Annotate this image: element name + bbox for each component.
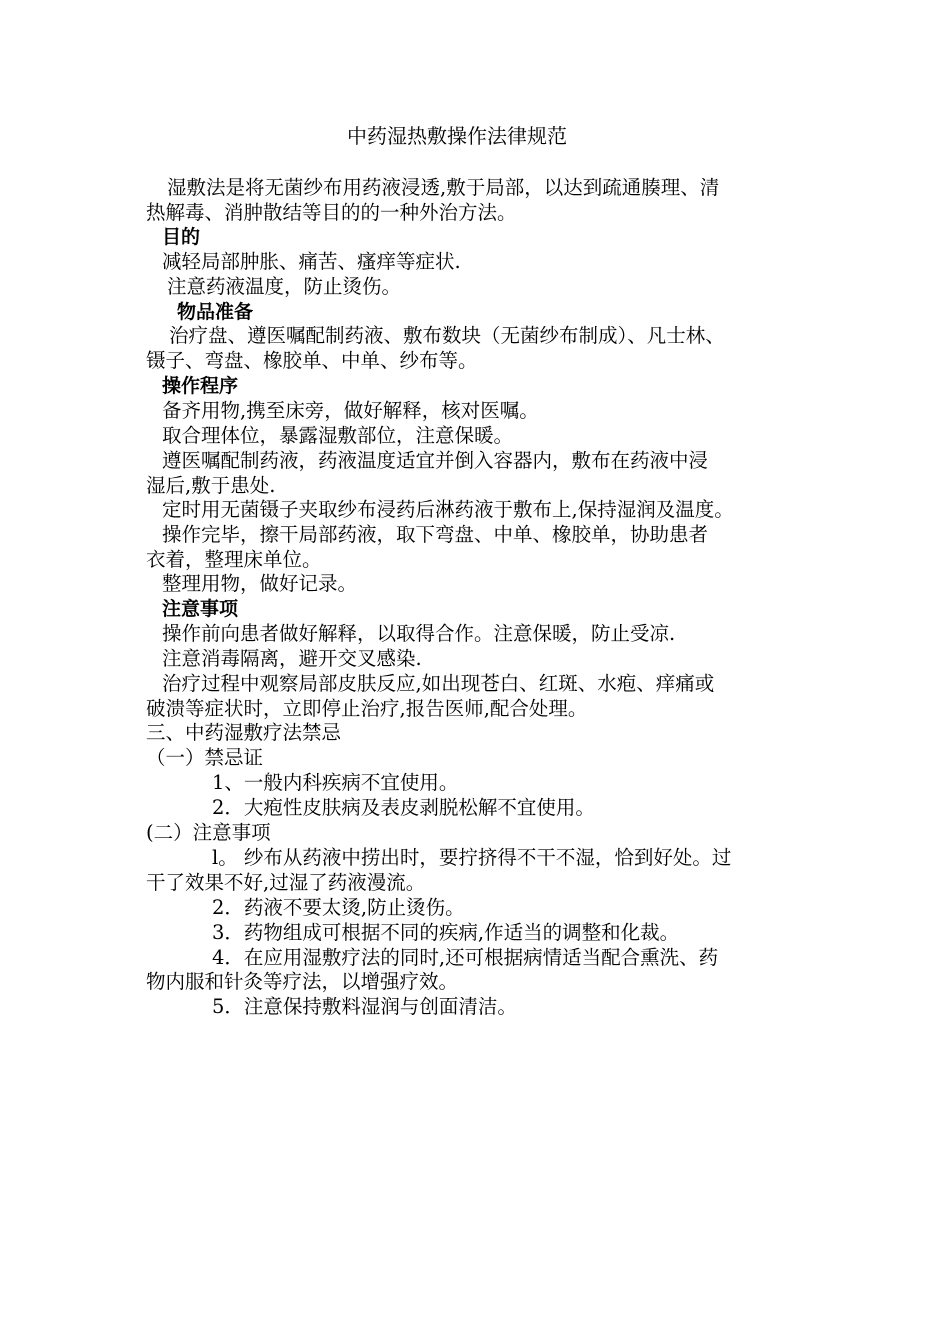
section3-heading: 三、中药湿敷疗法禁忌 [146,721,342,744]
caution-line: l。 纱布从药液中捞出时，要拧挤得不干不湿，恰到好处。过 [212,846,732,869]
materials-heading: 物品准备 [177,301,254,323]
notes-line: 治疗过程中观察局部皮肤反应,如出现苍白、红斑、水疱、痒痛或 [162,672,715,695]
doc-title: 中药湿热敷操作法律规范 [347,124,567,148]
caution-line: 4．在应用湿敷疗法的同时,还可根据病情适当配合熏洗、药 [212,946,719,969]
intro-line: 湿敷法是将无菌纱布用药液浸透,敷于局部，以达到疏通腠理、清 [167,176,720,199]
procedure-line: 备齐用物,携至床旁，做好解释，核对医嘱。 [162,399,539,422]
cautions-heading: (二）注意事项 [146,821,271,844]
procedure-heading: 操作程序 [162,375,239,397]
procedure-line: 定时用无菌镊子夹取纱布浸药后淋药液于敷布上,保持湿润及温度。 [162,498,734,521]
procedure-line: 整理用物，做好记录。 [162,572,358,595]
purpose-heading: 目的 [162,226,201,248]
caution-line: 2．药液不要太烫,防止烫伤。 [212,896,465,919]
procedure-line: 湿后,敷于患处. [146,474,276,497]
procedure-line: 衣着，整理床单位。 [146,548,322,571]
notes-line: 注意消毒隔离，避开交叉感染. [162,647,422,670]
contraindication-item: 2．大疱性皮肤病及表皮剥脱松解不宜使用。 [212,796,595,819]
intro-line: 热解毒、消肿散结等目的的一种外治方法。 [146,201,517,224]
notes-line: 操作前向患者做好解释，以取得合作。注意保暖，防止受凉. [162,622,676,645]
materials-line: 镊子、弯盘、橡胶单、中单、纱布等。 [146,349,478,372]
notes-line: 破溃等症状时，立即停止治疗,报告医师,配合处理。 [146,697,588,720]
procedure-line: 取合理体位，暴露湿敷部位，注意保暖。 [162,424,514,447]
caution-line: 3．药物组成可根据不同的疾病,作适当的调整和化裁。 [212,921,680,944]
notes-heading: 注意事项 [162,598,239,620]
materials-line: 治疗盘、遵医嘱配制药液、敷布数块（无菌纱布制成）、凡士林、 [169,324,725,347]
purpose-line: 减轻局部肿胀、痛苦、瘙痒等症状. [162,250,461,273]
contraindications-heading: （一）禁忌证 [146,746,264,769]
caution-line: 物内服和针灸等疗法，以增强疗效。 [146,970,459,993]
procedure-line: 遵医嘱配制药液，药液温度适宜并倒入容器内，敷布在药液中浸 [162,449,709,472]
caution-line: 干了效果不好,过湿了药液漫流。 [146,871,426,894]
purpose-line: 注意药液温度，防止烫伤。 [167,275,402,298]
contraindication-item: 1、一般内科疾病不宜使用。 [212,771,459,794]
procedure-line: 操作完毕，擦干局部药液，取下弯盘、中单、橡胶单，协助患者 [162,523,709,546]
caution-line: 5．注意保持敷料湿润与创面清洁。 [212,995,517,1018]
